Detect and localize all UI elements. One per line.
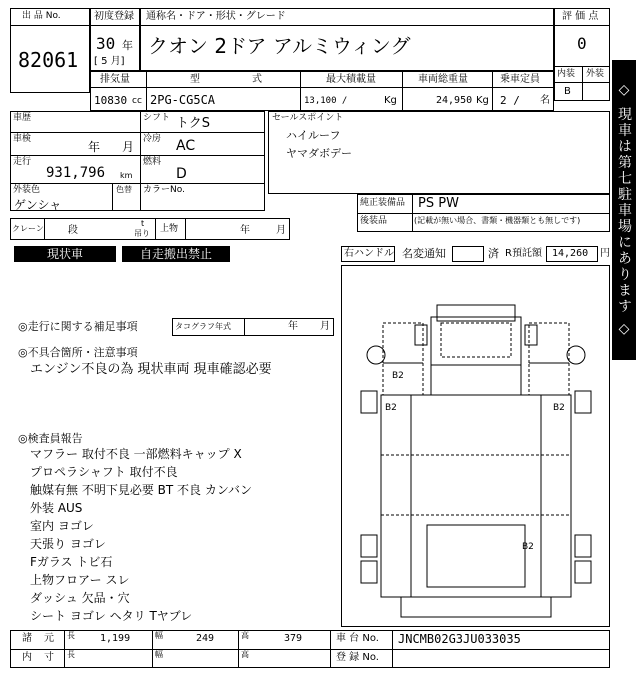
report-line: 外装 AUS xyxy=(30,501,83,515)
capacity-label: 乗車定員 xyxy=(500,74,540,85)
shift-value: トクS xyxy=(176,116,210,131)
reg-year: 30 xyxy=(96,34,116,53)
interior-label: 内装 xyxy=(557,69,576,79)
displacement-unit: cc xyxy=(132,96,142,106)
footer-sun: 寸 xyxy=(44,652,54,663)
ac-value: AC xyxy=(176,138,196,154)
recycle-label: R預託額 xyxy=(505,248,542,259)
damage-mark: B2 xyxy=(522,542,534,552)
model-label: 型 xyxy=(190,74,200,85)
height-value: 379 xyxy=(284,633,303,644)
report-line: 天張り ヨゴレ xyxy=(30,537,106,551)
footer-sho: 諸 xyxy=(22,633,32,644)
defect-text: エンジン不良の為 現状車両 現車確認必要 xyxy=(30,362,272,377)
model-label-2: 式 xyxy=(252,74,262,85)
fuel-value: D xyxy=(176,166,187,182)
tacho-year: 年 xyxy=(288,321,298,332)
report-line: 上物フロアー スレ xyxy=(30,573,130,587)
inspector-title: ◎検査員報告 xyxy=(18,432,83,445)
sales-label: セールスポイント xyxy=(272,113,344,123)
footer-height-label: 高 xyxy=(241,631,249,640)
reg-year-unit: 年 xyxy=(122,39,133,52)
defect-title: ◎不具合箇所・注意事項 xyxy=(18,346,138,359)
reg-month: [ 5 月] xyxy=(94,56,125,67)
load-label: 最大積載量 xyxy=(326,74,376,85)
crane-step: 段 xyxy=(68,225,78,236)
damage-mark: B2 xyxy=(553,403,565,413)
recycle-value: 14,260 xyxy=(552,248,589,259)
grade-value: 0 xyxy=(577,34,587,53)
top-label: 上物 xyxy=(160,224,179,234)
model-value: 2PG-CG5CA xyxy=(150,93,216,107)
report-line: プロペラシャフト 取付不良 xyxy=(30,465,178,479)
report-line: ダッシュ 欠品・穴 xyxy=(30,591,130,605)
equip-label: 純正装備品 xyxy=(360,198,406,208)
mileage-label: 走行 xyxy=(13,157,32,167)
footer-height-label-2: 高 xyxy=(241,650,249,659)
details-box xyxy=(10,111,265,211)
first-reg-label: 初度登録 xyxy=(94,11,134,22)
tacho-label: タコグラフ年式 xyxy=(175,322,231,331)
reg-no-label: 登 録 No. xyxy=(336,652,379,663)
truck-diagram xyxy=(341,265,610,627)
report-line: 触媒有無 不明下見必要 BT 不良 カンバン xyxy=(30,483,252,497)
inspection-year: 年 xyxy=(88,140,101,154)
history-label: 車歴 xyxy=(13,113,32,123)
location-banner: ◇ 現車は第七駐車場にあります ◇ xyxy=(612,60,636,360)
sales-line-1: ハイルーフ xyxy=(286,129,341,142)
color-no-label: カラーNo. xyxy=(143,185,185,195)
load-value: 13,100 / xyxy=(304,96,348,106)
grade-label: 評 価 点 xyxy=(562,11,599,22)
meihen-label: 名変通知 xyxy=(402,247,446,260)
meihen-box xyxy=(452,246,484,262)
crane-t: t xyxy=(141,219,145,228)
tacho-month: 月 xyxy=(320,321,330,332)
load-unit: Kg xyxy=(384,95,397,106)
chassis-label: 車 台 No. xyxy=(336,633,379,644)
top-year: 年 xyxy=(240,225,250,236)
shift-label: シフト xyxy=(143,113,171,123)
color-value: ゲンシャ xyxy=(14,198,62,212)
recycle-done: 済 xyxy=(488,247,499,260)
displacement-label: 排気量 xyxy=(100,74,130,85)
footer-width-label-2: 幅 xyxy=(155,650,163,659)
inspection-label: 車検 xyxy=(13,134,32,144)
genjo-badge: 現状車 xyxy=(14,246,116,262)
crane-label: クレーン xyxy=(12,224,44,233)
lot-label: 出 品 No. xyxy=(22,11,61,21)
after-label: 後装品 xyxy=(360,216,388,226)
footer-nai: 内 xyxy=(22,652,32,663)
gross-label: 車両総重量 xyxy=(418,74,468,85)
report-line: 室内 ヨゴレ xyxy=(30,519,94,533)
recycle-unit: 円 xyxy=(600,248,610,259)
interior-value: B xyxy=(564,86,571,97)
handle-value: 右ハンドル xyxy=(344,248,394,259)
crane-hang: 吊り xyxy=(134,229,150,238)
footer-length-label-2: 長 xyxy=(67,650,75,659)
width-value: 249 xyxy=(196,633,215,644)
lot-number: 82061 xyxy=(18,48,79,72)
chassis-value: JNCMB02G3JU033035 xyxy=(398,632,521,646)
color-label: 外装色 xyxy=(13,185,41,195)
displacement-value: 10830 xyxy=(94,94,128,107)
capacity-unit: 名 xyxy=(540,95,550,106)
vehicle-name: クオン 2ドア アルミウィング xyxy=(148,34,411,58)
jisou-badge: 自走搬出禁止 xyxy=(122,246,230,262)
top-month: 月 xyxy=(276,225,286,236)
footer-gen: 元 xyxy=(44,633,54,644)
gross-value: 24,950 xyxy=(436,95,473,106)
footer-width-label: 幅 xyxy=(155,631,163,640)
footer-length-label: 長 xyxy=(67,631,75,640)
report-line: Fガラス トビ石 xyxy=(30,555,113,569)
mileage-unit: km xyxy=(120,171,133,180)
capacity-value: 2 / xyxy=(500,94,520,107)
after-note: (記載が無い場合、書類・機器類とも無しです) xyxy=(414,216,581,225)
fuel-label: 燃料 xyxy=(143,157,162,167)
mileage-value: 931,796 xyxy=(46,165,106,181)
name-label: 通称名・ドア・形状・グレード xyxy=(146,11,286,22)
ac-label: 冷房 xyxy=(143,134,162,144)
color-change-label: 色替 xyxy=(116,185,132,194)
report-line: マフラー 取付不良 一部燃料キャップ X xyxy=(30,447,242,461)
length-value: 1,199 xyxy=(100,633,131,644)
equip-value: PS PW xyxy=(418,196,459,211)
exterior-label: 外装 xyxy=(586,69,605,79)
damage-mark: B2 xyxy=(385,403,397,413)
inspection-month: 月 xyxy=(122,140,135,154)
report-line: シート ヨゴレ ヘタリ Tヤブレ xyxy=(30,609,193,623)
sales-line-2: ヤマダボデー xyxy=(286,147,352,160)
gross-unit: Kg xyxy=(476,95,489,106)
damage-mark: B2 xyxy=(392,371,404,381)
travel-title: ◎走行に関する補足事項 xyxy=(18,320,138,333)
